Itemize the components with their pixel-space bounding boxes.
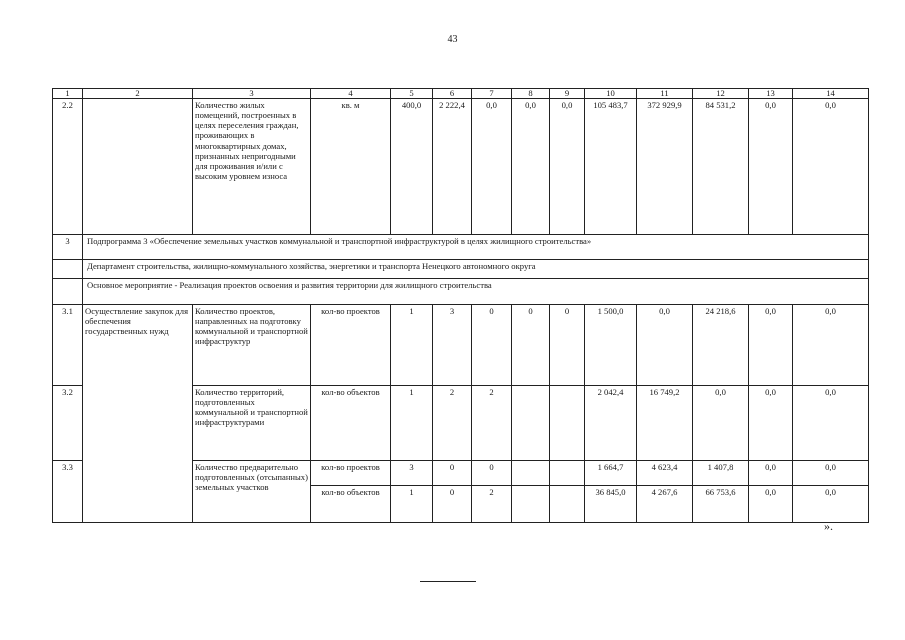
unit-cell: кв. м	[311, 99, 391, 235]
value-cell: 400,0	[391, 99, 433, 235]
empty-cell	[53, 260, 83, 279]
value-cell: 2	[472, 486, 512, 523]
value-cell: 2 222,4	[433, 99, 472, 235]
header-cell: 3	[193, 89, 311, 99]
header-cell: 7	[472, 89, 512, 99]
value-cell: 0,0	[749, 386, 793, 461]
header-cell: 1	[53, 89, 83, 99]
value-cell: 66 753,6	[693, 486, 749, 523]
value-cell: 0	[550, 305, 585, 386]
value-cell: 372 929,9	[637, 99, 693, 235]
indicator-cell: Количество проектов, направленных на подготовку коммунальной и транспортной инфраструктур	[193, 305, 311, 386]
value-cell: 0,0	[512, 99, 550, 235]
value-cell: 84 531,2	[693, 99, 749, 235]
header-cell: 2	[83, 89, 193, 99]
value-cell: 0,0	[472, 99, 512, 235]
value-cell: 105 483,7	[585, 99, 637, 235]
value-cell	[512, 461, 550, 486]
value-cell: 1 407,8	[693, 461, 749, 486]
closing-quote: ».	[824, 519, 833, 533]
row-number: 3	[53, 235, 83, 260]
value-cell: 0	[433, 486, 472, 523]
row-number: 2.2	[53, 99, 83, 235]
value-cell: 1 500,0	[585, 305, 637, 386]
value-cell: 3	[433, 305, 472, 386]
unit-cell: кол-во проектов	[311, 461, 391, 486]
value-cell: 2	[472, 386, 512, 461]
value-cell: 0,0	[637, 305, 693, 386]
header-cell: 12	[693, 89, 749, 99]
value-cell: 0,0	[749, 99, 793, 235]
header-cell: 10	[585, 89, 637, 99]
empty-cell	[53, 279, 83, 305]
page-number: 43	[447, 34, 458, 45]
table-row	[53, 305, 869, 386]
unit-cell: кол-во объектов	[311, 486, 391, 523]
indicators-table	[52, 88, 869, 523]
value-cell: 4 623,4	[637, 461, 693, 486]
main-event-row	[53, 279, 869, 305]
value-cell: 2	[433, 386, 472, 461]
value-cell	[550, 386, 585, 461]
header-cell: 13	[749, 89, 793, 99]
value-cell: 0,0	[749, 305, 793, 386]
indicator-cell: Количество жилых помещений, построенных в целях переселения граждан, проживающих в многоквартирных домах, признанных непригодными для проживания и/или с высоким уровнем износа	[193, 99, 311, 235]
unit-cell: кол-во объектов	[311, 386, 391, 461]
value-cell: 0,0	[793, 386, 869, 461]
value-cell	[550, 461, 585, 486]
value-cell: 1 664,7	[585, 461, 637, 486]
value-cell: 0,0	[793, 486, 869, 523]
header-cell: 11	[637, 89, 693, 99]
department-row	[53, 260, 869, 279]
value-cell: 0,0	[693, 386, 749, 461]
row-number: 3.1	[53, 305, 83, 386]
header-cell: 4	[311, 89, 391, 99]
header-cell: 8	[512, 89, 550, 99]
footer-divider	[420, 581, 476, 582]
indicator-cell: Количество предварительно подготовленных (отсыпанных) земельных участков	[193, 461, 311, 523]
value-cell: 0,0	[793, 305, 869, 386]
value-cell: 0	[433, 461, 472, 486]
main-event-title: Основное мероприятие - Реализация проектов освоения и развития территории для жилищного строительства	[83, 279, 869, 305]
value-cell: 4 267,6	[637, 486, 693, 523]
header-cell: 6	[433, 89, 472, 99]
indicator-cell: Количество территорий, подготовленных коммунальной и транспортной инфраструктурами	[193, 386, 311, 461]
value-cell: 1	[391, 486, 433, 523]
value-cell	[512, 486, 550, 523]
department-title: Департамент строительства, жилищно-коммунального хозяйства, энергетики и транспорта Ненецкого автономного округа	[83, 260, 869, 279]
value-cell: 0	[472, 461, 512, 486]
header-cell: 5	[391, 89, 433, 99]
event-cell	[83, 99, 193, 235]
table-row	[53, 99, 869, 235]
value-cell: 36 845,0	[585, 486, 637, 523]
subprogram-title: Подпрограмма 3 «Обеспечение земельных участков коммунальной и транспортной инфраструктурой в целях жилищного строительства»	[83, 235, 869, 260]
event-cell: Осуществление закупок для обеспечения государственных нужд	[83, 305, 193, 523]
value-cell: 0,0	[793, 99, 869, 235]
row-number: 3.2	[53, 386, 83, 461]
value-cell: 0,0	[550, 99, 585, 235]
value-cell: 16 749,2	[637, 386, 693, 461]
unit-cell: кол-во проектов	[311, 305, 391, 386]
header-row	[53, 89, 869, 99]
value-cell: 1	[391, 305, 433, 386]
value-cell: 0	[472, 305, 512, 386]
value-cell: 0,0	[749, 461, 793, 486]
row-number: 3.3	[53, 461, 83, 523]
value-cell	[512, 386, 550, 461]
value-cell: 0,0	[749, 486, 793, 523]
value-cell: 1	[391, 386, 433, 461]
header-cell: 14	[793, 89, 869, 99]
header-cell: 9	[550, 89, 585, 99]
value-cell	[550, 486, 585, 523]
value-cell: 3	[391, 461, 433, 486]
value-cell: 0,0	[793, 461, 869, 486]
value-cell: 0	[512, 305, 550, 386]
value-cell: 2 042,4	[585, 386, 637, 461]
value-cell: 24 218,6	[693, 305, 749, 386]
subprogram-row	[53, 235, 869, 260]
